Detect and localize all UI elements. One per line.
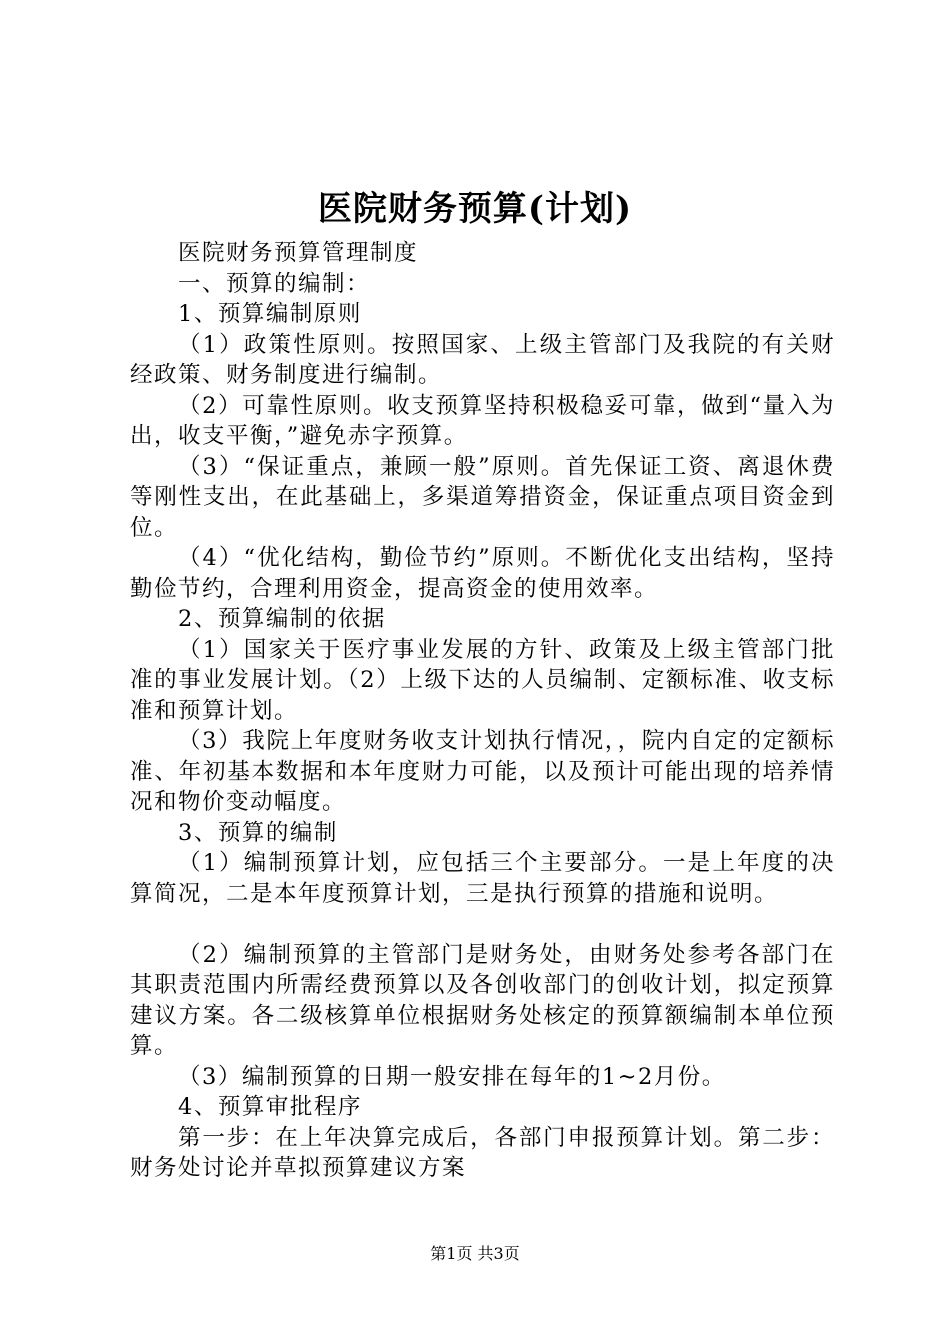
paragraph: 医院财务预算管理制度 (178, 240, 419, 266)
document-body (130, 238, 835, 1184)
document-title: 医院财务预算(计划) (317, 189, 633, 229)
paragraph: （2）编制预算的主管部门是财务处，由财务处参考各部门在其职责范围内所需经费预算以及各创收部门的创收计划，拟定预算建议方案。各二级核算单位根据财务处核定的预算额编制本单位预算。 (130, 941, 835, 1059)
paragraph: 4、预算审批程序 (178, 1094, 362, 1120)
paragraph: （4）“优化结构，勤俭节约”原则。不断优化支出结构，坚持勤俭节约，合理利用资金，提高资金的使用效率。 (130, 545, 835, 602)
paragraph: 1、预算编制原则 (178, 301, 362, 327)
paragraph: （3）我院上年度财务收支计划执行情况，，院内自定的定额标准、年初基本数据和本年度财力可能，以及预计可能出现的培养情况和物价变动幅度。 (130, 728, 835, 815)
paragraph: （1）编制预算计划，应包括三个主要部分。一是上年度的决算简况，二是本年度预算计划，三是执行预算的措施和说明。 (130, 850, 835, 907)
paragraph: 2、预算编制的依据 (178, 606, 386, 632)
paragraph: （3）编制预算的日期一般安排在每年的1~2月份。 (178, 1063, 726, 1090)
paragraph: （3）“保证重点，兼顾一般”原则。首先保证工资、离退休费等刚性支出，在此基础上，多渠道筹措资金，保证重点项目资金到位。 (130, 453, 835, 541)
paragraph: 第一步：在上年决算完成后，各部门申报预算计划。第二步：财务处讨论并草拟预算建议方案 (130, 1124, 835, 1181)
paragraph: （2）可靠性原则。收支预算坚持积极稳妥可靠，做到“量入为出，收支平衡，”避免赤字预算。 (130, 392, 835, 449)
paragraph: 3、预算的编制 (178, 819, 338, 846)
page-footer: 第1页 共3页 (430, 1244, 520, 1263)
paragraph: 一、预算的编制： (178, 270, 371, 297)
blank-line (130, 909, 835, 940)
paragraph: （1）国家关于医疗事业发展的方针、政策及上级主管部门批准的事业发展计划。（2）上级下达的人员编制、定额标准、收支标准和预算计划。 (130, 636, 835, 724)
paragraph: （1）政策性原则。按照国家、上级主管部门及我院的有关财经政策、财务制度进行编制。 (130, 331, 835, 388)
